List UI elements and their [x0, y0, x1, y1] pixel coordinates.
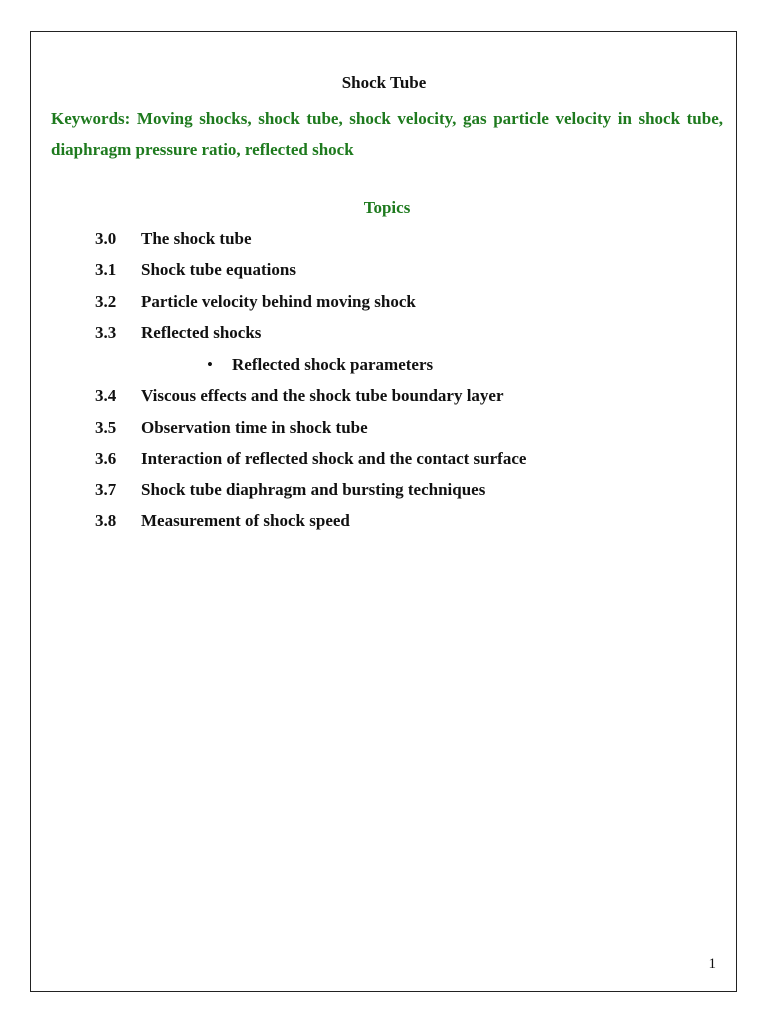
- topic-item: [95, 385, 504, 407]
- topics-heading: Topics: [363, 198, 411, 217]
- topic-item: [95, 322, 261, 344]
- bullet-icon: •: [207, 355, 213, 374]
- subtopic-label: Reflected shock parameters: [232, 355, 434, 374]
- document-title: Shock Tube: [341, 73, 427, 92]
- topic-item: [95, 291, 416, 313]
- topic-label: Shock tube equations: [141, 260, 296, 279]
- topic-label: Viscous effects and the shock tube boundary layer: [141, 386, 504, 405]
- topic-item: [95, 417, 368, 439]
- topic-label: Measurement of shock speed: [141, 511, 350, 530]
- topic-label: Observation time in shock tube: [141, 418, 368, 437]
- topic-label: Shock tube diaphragm and bursting techniques: [141, 480, 486, 499]
- topic-number: 3.4: [95, 386, 117, 405]
- page-number: 1: [708, 956, 716, 972]
- topic-number: 3.7: [95, 480, 117, 499]
- topic-item: [95, 448, 526, 470]
- topic-number: 3.5: [95, 418, 117, 437]
- topic-label: Reflected shocks: [141, 323, 262, 342]
- topic-label: Interaction of reflected shock and the contact surface: [141, 449, 527, 468]
- topic-number: 3.2: [95, 292, 117, 311]
- topic-item: [95, 228, 252, 250]
- topic-number: 3.8: [95, 511, 117, 530]
- topic-number: 3.3: [95, 323, 117, 342]
- topic-number: 3.1: [95, 260, 117, 279]
- topic-label: The shock tube: [141, 229, 252, 248]
- topic-item: [95, 479, 485, 501]
- topic-number: 3.0: [95, 229, 117, 248]
- topic-item: [95, 259, 296, 281]
- topic-label: Particle velocity behind moving shock: [141, 292, 416, 311]
- topic-number: 3.6: [95, 449, 117, 468]
- keywords-paragraph: Keywords: Moving shocks, shock tube, shock velocity, gas particle velocity in shock tube, diaphragm pressure ratio, reflected shock: [51, 109, 723, 159]
- subtopic-item: [207, 354, 433, 376]
- topic-item: [95, 510, 350, 532]
